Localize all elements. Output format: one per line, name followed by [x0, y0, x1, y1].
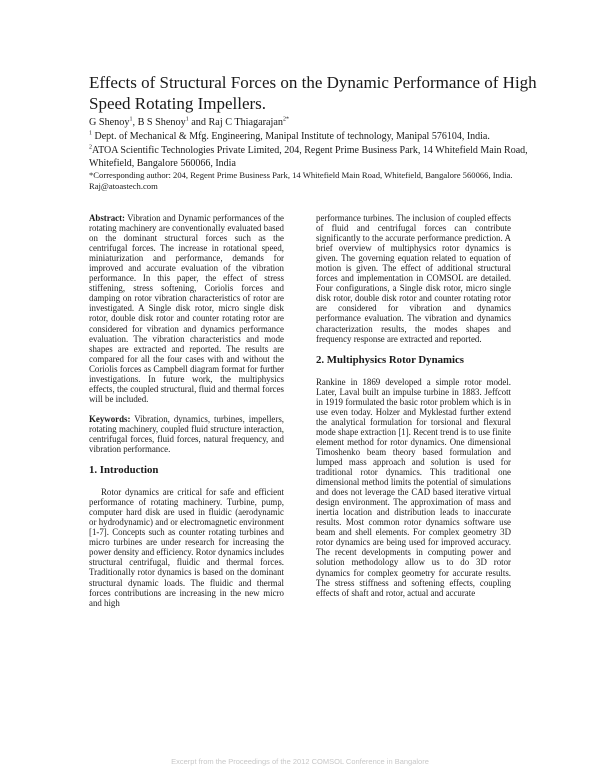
author-affil-mark: 2*: [283, 116, 289, 123]
affil-mark: 2: [89, 144, 92, 151]
right-column: [316, 213, 511, 598]
author-separator: and: [188, 117, 209, 128]
paper-title: Effects of Structural Forces on the Dynamic Performance of High Speed Rotating Impellers.: [89, 73, 537, 113]
corresponding-author: *Corresponding author: 204, Regent Prime Business Park, 14 Whitefield Main Road, Whitefield, Bangalore 560066, India. Raj@atoastech.com: [89, 170, 513, 191]
keywords-text: Vibration, dynamics, turbines, impellers, rotating machinery, coupled fluid structure interaction, centrifugal forces, fluid forces, natural frequency, and vibration performance.: [89, 413, 284, 455]
affiliation: [89, 131, 559, 144]
author-name: G Shenoy: [89, 117, 130, 128]
section-heading: 2. Multiphysics Rotor Dynamics: [316, 353, 464, 366]
author-name: Raj C Thiagarajan: [208, 117, 283, 128]
author-affil-mark: 1: [185, 116, 189, 123]
keywords: [89, 414, 284, 454]
affil-text: ATOA Scientific Technologies Private Limited, 204, Regent Prime Business Park, 14 Whitefield Main Road, Whitefield, Bangalore 560066, India: [89, 145, 528, 169]
section-text: Rankine in 1869 developed a simple rotor model. Later, Laval built an impulse turbine in 1883. Jeffcott in 1919 formulated the basic rotor problem which is in use even today. Holzer and Myklestad further extend the analytical formulation for torsional and flexural mode shape extraction [1]. Recent trend is to use finite element method for rotor dynamics. One dimensional Timoshenko beam theory based formulation and lumped mass approach and solution is used for traditional rotor dynamics. This traditional one dimensional method limits the potential of simulations and does not leverage the CAD based iterative virtual design environment. The approximation of mass and inertia location and distribution leads to inaccurate results. Most common rotor dynamics software use beam and shell elements. For complex geometry 3D rotor dynamics are being used for improved accuracy. The recent developments in computing power and solution methodology allow us to do 3D rotor dynamics for complex geometry for accurate results. The stress stiffness and softening effects, coupling effects of shaft and rotor, actual and accurate: [316, 376, 511, 598]
abstract-label: Abstract:: [89, 213, 125, 223]
affil-text: Dept. of Mechanical & Mfg. Engineering, Manipal Institute of technology, Manipal 576104, India.: [92, 131, 490, 142]
abstract: [89, 213, 284, 404]
author-line: [89, 117, 559, 129]
affiliation: [89, 145, 559, 170]
section-heading: 1. Introduction: [89, 464, 159, 477]
intro-continued: performance turbines. The inclusion of coupled effects of fluid and centrifugal forces can contribute significantly to the accurate performance prediction. A brief overview of multiphysics rotor dynamics is given. The governing equation related to equation of motion is given. The effect of additional structural forces and implementation in COMSOL are detailed. Four configurations, a Single disk rotor, micro single disk rotor, double disk rotor and counter rotating rotor are considered for vibration and dynamics performance evaluation. The vibration and dynamics characterization results, the modes shapes and frequency response are extracted and reported.: [316, 213, 511, 344]
affil-mark: 1: [89, 130, 92, 137]
abstract-text: Vibration and Dynamic performances of the rotating machinery are conventionally evaluated based on the dominant structural forces such as the centrifugal forces. The increase in rotational speed, miniaturization and performance, demands for improved and accurate evaluation of the vibration performance. In this paper, the effect of stress stiffening, stress softening, Coriolis forces and damping on rotor vibration characteristics of rotor are investigated. A Single disk rotor, micro single disk rotor, double disk rotor and counter rotating rotor are considered for vibration and dynamics performance evaluation. The vibration characteristics and mode shapes are extracted and reported. The results are compared for all the four cases with and without the Coriolis forces as Campbell diagram format for further investigations. In future work, the multiphysics effects, the coupled structural, fluid and thermal forces will be included.: [89, 213, 284, 404]
author-name: B S Shenoy: [137, 117, 186, 128]
keywords-label: Keywords:: [89, 413, 131, 424]
section-text: Rotor dynamics are critical for safe and efficient performance of rotating machinery. Turbine, pump, computer hard disk are used in fluidic (aerodynamic or hydrodynamic) and or electromagnetic environment [1-7]. Concepts such as counter rotating turbines and micro turbines are under research for increasing the power density and efficiency. Rotor dynamics includes structural centrifugal, fluidic and thermal forces. Traditionally rotor dynamics is based on the dominant structural dynamic loads. The fluidic and thermal forces contributions are increasing in the new micro and high: [89, 487, 284, 608]
page-footer: Excerpt from the Proceedings of the 2012 COMSOL Conference in Bangalore: [171, 757, 429, 766]
author-affil-mark: 1: [129, 116, 133, 123]
left-column: [89, 213, 284, 608]
author-separator: ,: [132, 117, 138, 128]
